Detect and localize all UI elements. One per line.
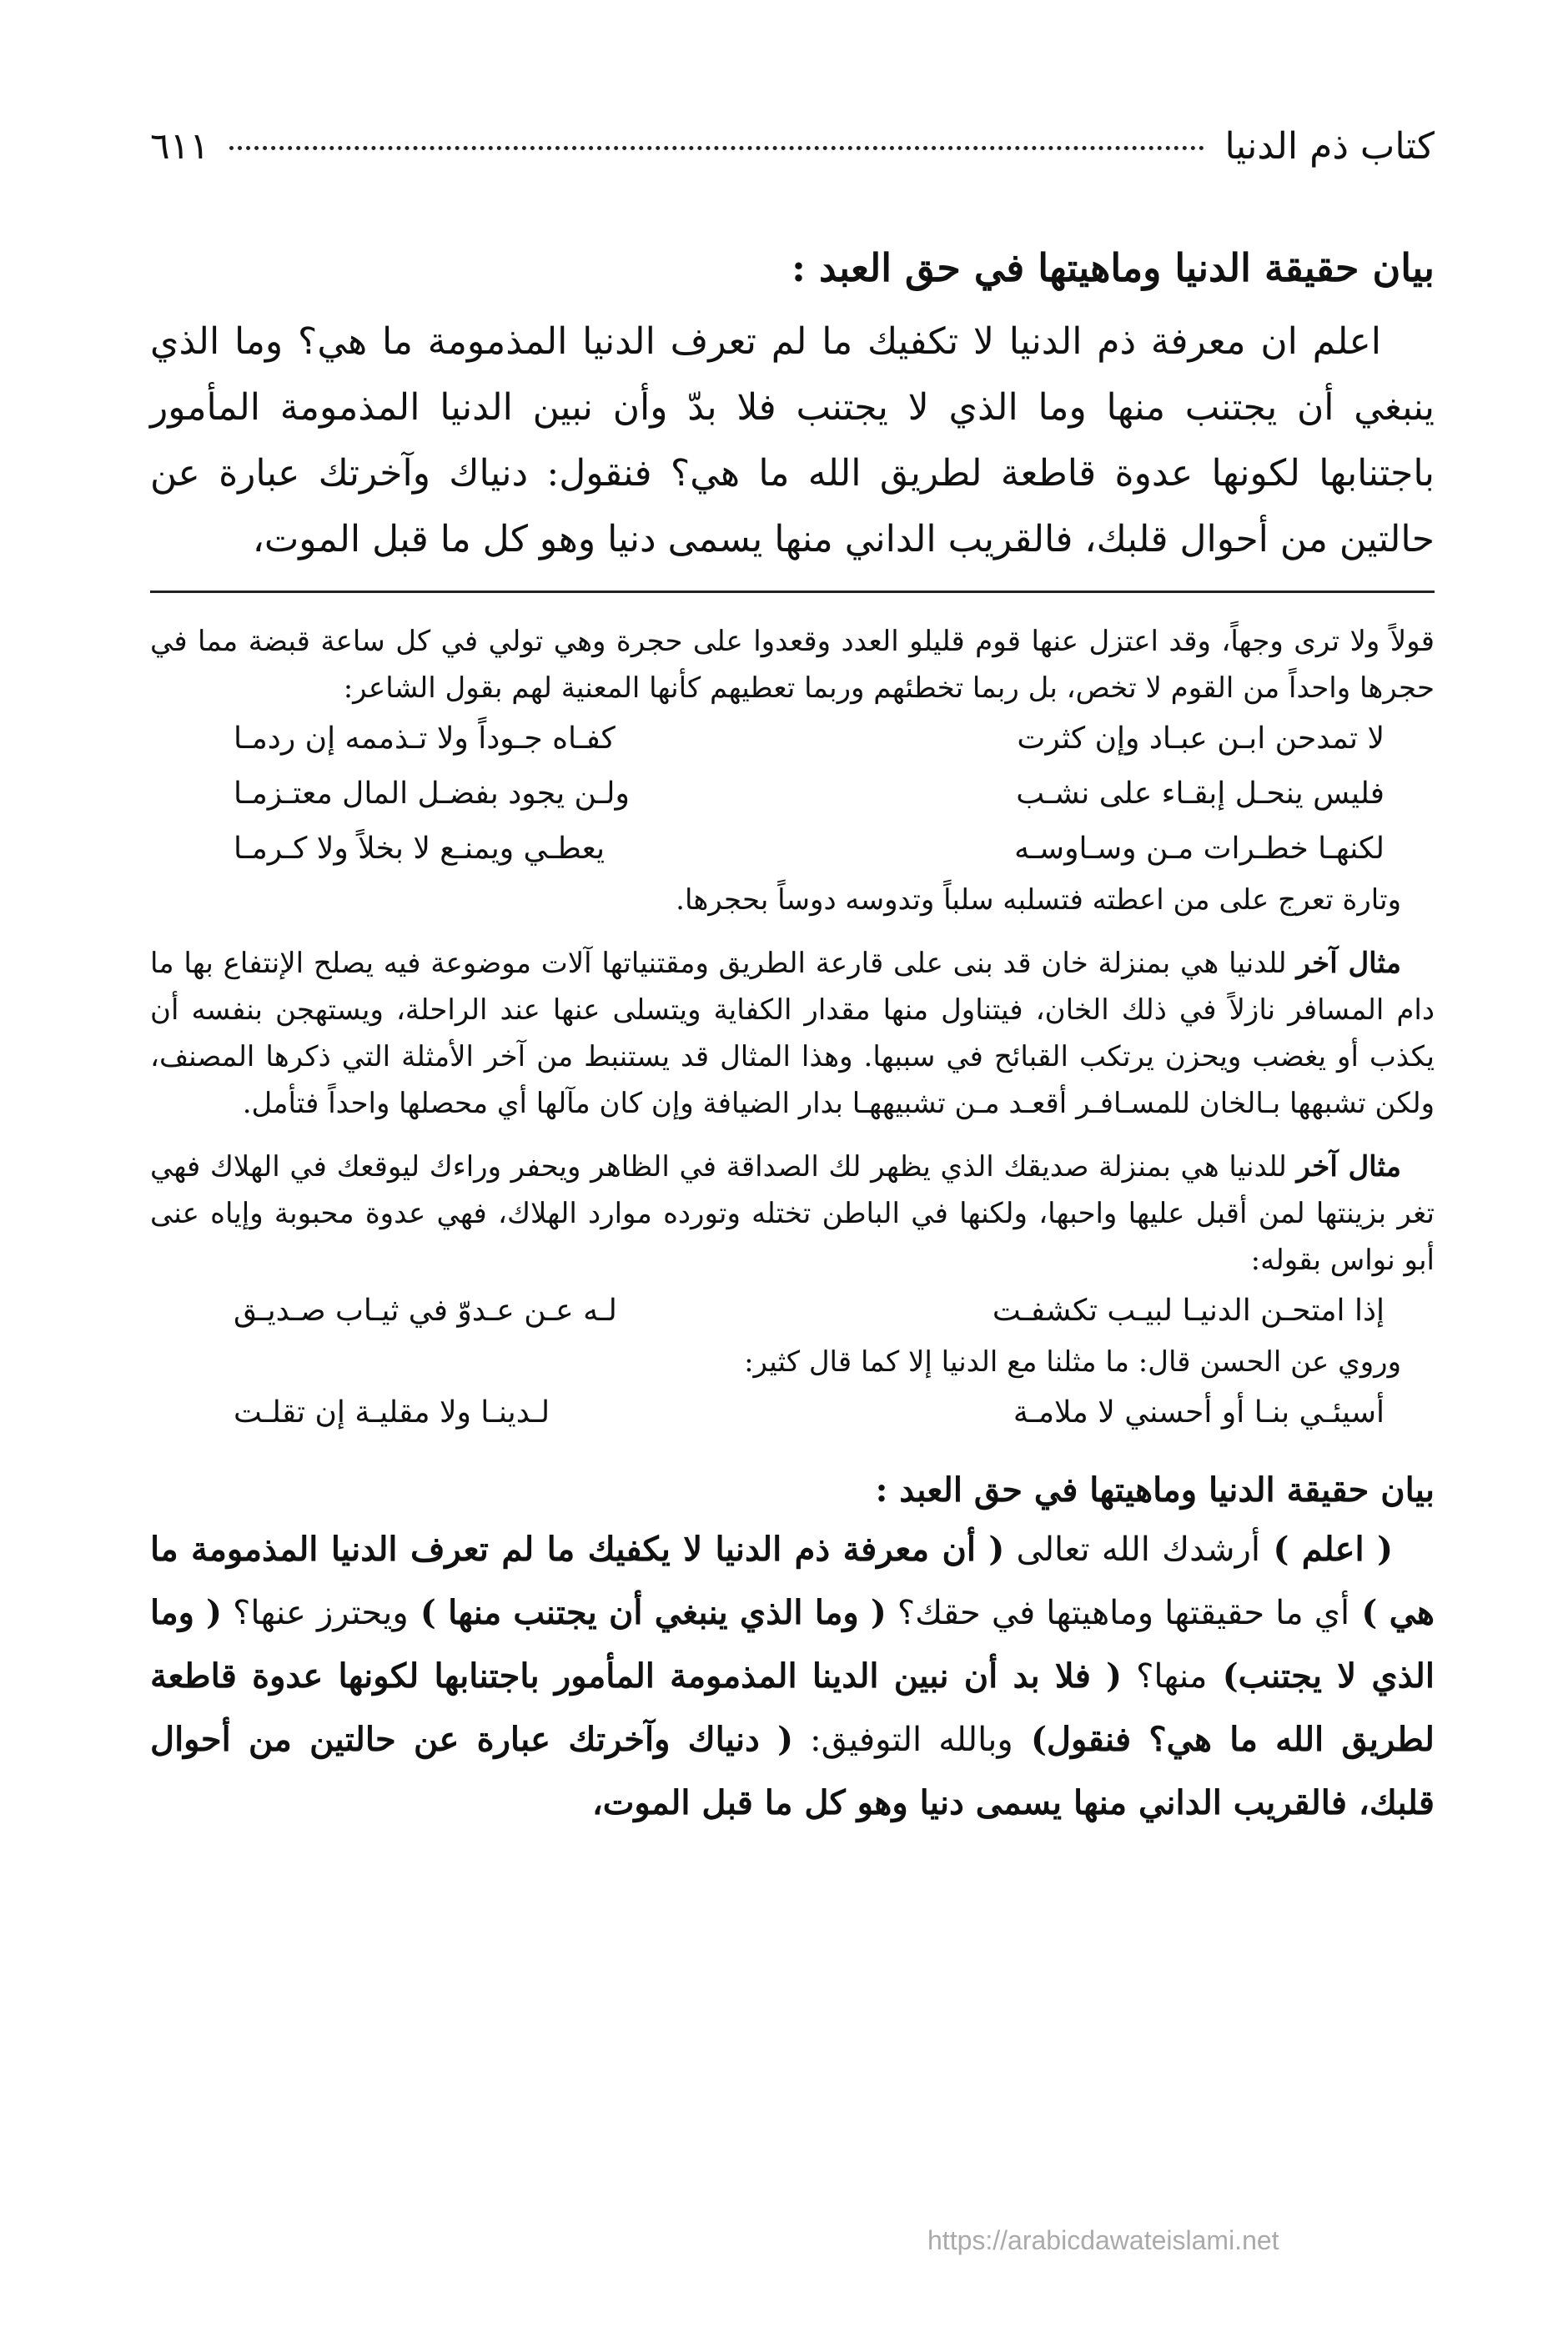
commentary-paragraph [150, 1518, 1435, 1835]
matn-segment: ( أن معرفة ذم الدنيا لا يكفيك ما لم تعرف الدنيا المذمومة ما هي ) [150, 1530, 1435, 1632]
verse-line [150, 822, 1435, 877]
verse-second-hemistich: كفـاه جـوداً ولا تـذممه إن ردمـا [234, 721, 616, 756]
sharh-segment: ويحترز عنها؟ [222, 1594, 409, 1632]
example-text: للدنيا هي بمنزلة صديقك الذي يظهر لك الصداقة في الظاهر ويحفر وراءك ليوقعك في الهلاك فهي تغر بزينتها لمن أقبل عليها واحبها، ولكنها في الباطن تختله وتورده موارد الهلاك، فهي عدوة محبوبة وإياه عنى أبو نواس بقوله: [150, 1150, 1435, 1277]
source-watermark: https://arabicdawateislami.net [927, 2225, 1279, 2255]
footnotes-section [150, 618, 1435, 1440]
sharh-segment: وبالله التوفيق: [793, 1721, 1013, 1759]
matn-segment: ( اعلم ) [1260, 1530, 1393, 1569]
matn-segment: ( فلا بد أن نبين الدينا المذمومة المأمور باجتنابها لكونها عدوة قاطعة لطريق الله ما هي؟ فنقول) [150, 1656, 1435, 1759]
verse-first-hemistich: إذا امتحـن الدنيـا لبيـب تكشفـت [992, 1294, 1385, 1328]
verse-second-hemistich: يعطـي ويمنـع لا بخلاً ولا كـرمـا [234, 832, 606, 866]
example-lead: مثال آخر [1296, 947, 1401, 980]
page-number: ٦١١ [150, 125, 209, 168]
matn-segment: ( وما الذي ينبغي أن يجتنب منها ) [408, 1593, 887, 1632]
footnote-paragraph-2: وتارة تعرج على من اعطته فتسلبه سلباً وتدوسه دوساً بحجرها. [676, 883, 1401, 917]
commentary-section [150, 1518, 1435, 1835]
verse-first-hemistich: أسيئـي بنـا أو أحسني لا ملامـة [1013, 1395, 1385, 1430]
sharh-segment: منها؟ [1122, 1657, 1208, 1696]
sharh-segment: أرشدك الله تعالى [1004, 1530, 1261, 1569]
footnote-paragraph-5: وروي عن الحسن قال: ما مثلنا مع الدنيا إلا كما قال كثير: [744, 1345, 1401, 1379]
main-paragraph: اعلم ان معرفة ذم الدنيا لا تكفيك ما لم تعرف الدنيا المذمومة ما هي؟ وما الذي ينبغي أن يجتنب منها وما الذي لا يجتنب فلا بدّ وأن نبين الدنيا المذمومة المأمور باجتنابها لكونها عدوة قاطعة لطريق الله ما هي؟ فنقول: دنياك وآخرتك عبارة عن حالتين من أحوال قلبك، فالقريب الداني منها يسمى دنيا وهو كل ما قبل الموت، [150, 320, 1435, 560]
verse-first-hemistich: لكنهـا خطـرات مـن وسـاوسـه [1014, 832, 1385, 866]
running-title: كتاب ذم الدنيا [1224, 125, 1435, 168]
example-lead: مثال آخر [1296, 1150, 1401, 1184]
commentary-heading: بيان حقيقة الدنيا وماهيتها في حق العبد : [875, 1470, 1435, 1510]
verse-second-hemistich: لـه عـن عـدوّ في ثيـاب صـديـق [234, 1294, 617, 1328]
verse-first-hemistich: فليس ينحـل إبقـاء على نشـب [1016, 776, 1385, 811]
matn-segment: ( وما الذي لا يجتنب) [150, 1593, 1435, 1696]
section-heading: بيان حقيقة الدنيا وماهيتها في حق العبد : [792, 245, 1435, 290]
verse-second-hemistich: ولـن يجود بفضـل المال معتـزمـا [234, 776, 630, 811]
verse-line [150, 766, 1435, 822]
book-page [150, 125, 1435, 1835]
footnote-paragraph-3 [150, 940, 1435, 1127]
footnote-divider [150, 591, 1435, 593]
verse-second-hemistich: لـدينـا ولا مقليـة إن تقلـت [234, 1395, 550, 1430]
example-text: للدنيا هي بمنزلة خان قد بنى على قارعة الطريق ومقتنياتها آلات موضوعة فيه يصلح الإنتفاع بها ما دام المسافر نازلاً في ذلك الخان، فيتناول منها مقدار الكفاية ويتسلى عنها عند الراحلة، ويستهجن بنفسه أن يكذب أو يغضب ويحزن يرتكب القبائح في سببها. وهذا المثال قد يستنبط من آخر الأمثلة التي ذكرها المصنف، ولكن تشبهها بـالخان للمسـافـر أقعـد مـن تشبيههـا بدار الضيافة وإن كان مآلها أي محصلها واحداً فتأمل. [150, 947, 1435, 1120]
verse-line [150, 1284, 1435, 1339]
verse-first-hemistich: لا تمدحن ابـن عبـاد وإن كثرت [1017, 721, 1385, 756]
page-header [150, 125, 1435, 192]
header-dot-leader [229, 146, 1205, 150]
sharh-segment: أي ما حقيقتها وماهيتها في حقك؟ [886, 1594, 1350, 1632]
main-text [150, 309, 1435, 572]
footnote-paragraph-4 [150, 1143, 1435, 1284]
footnote-paragraph-1: قولاً ولا ترى وجهاً، وقد اعتزل عنها قوم قليلو العدد وقعدوا على حجرة وهي تولي في كل ساعة قبضة مما في حجرها واحداً من القوم لا تخص، بل ربما تخطئهم وربما تعطيهم كأنها المعنية لهم بقول الشاعر: [150, 625, 1435, 705]
verse-line [150, 1385, 1435, 1440]
matn-segment: ( دنياك وآخرتك عبارة عن حالتين من أحوال قلبك، فالقريب الداني منها يسمى دنيا وهو كل ما قبل الموت، [150, 1720, 1435, 1822]
verse-line [150, 711, 1435, 766]
